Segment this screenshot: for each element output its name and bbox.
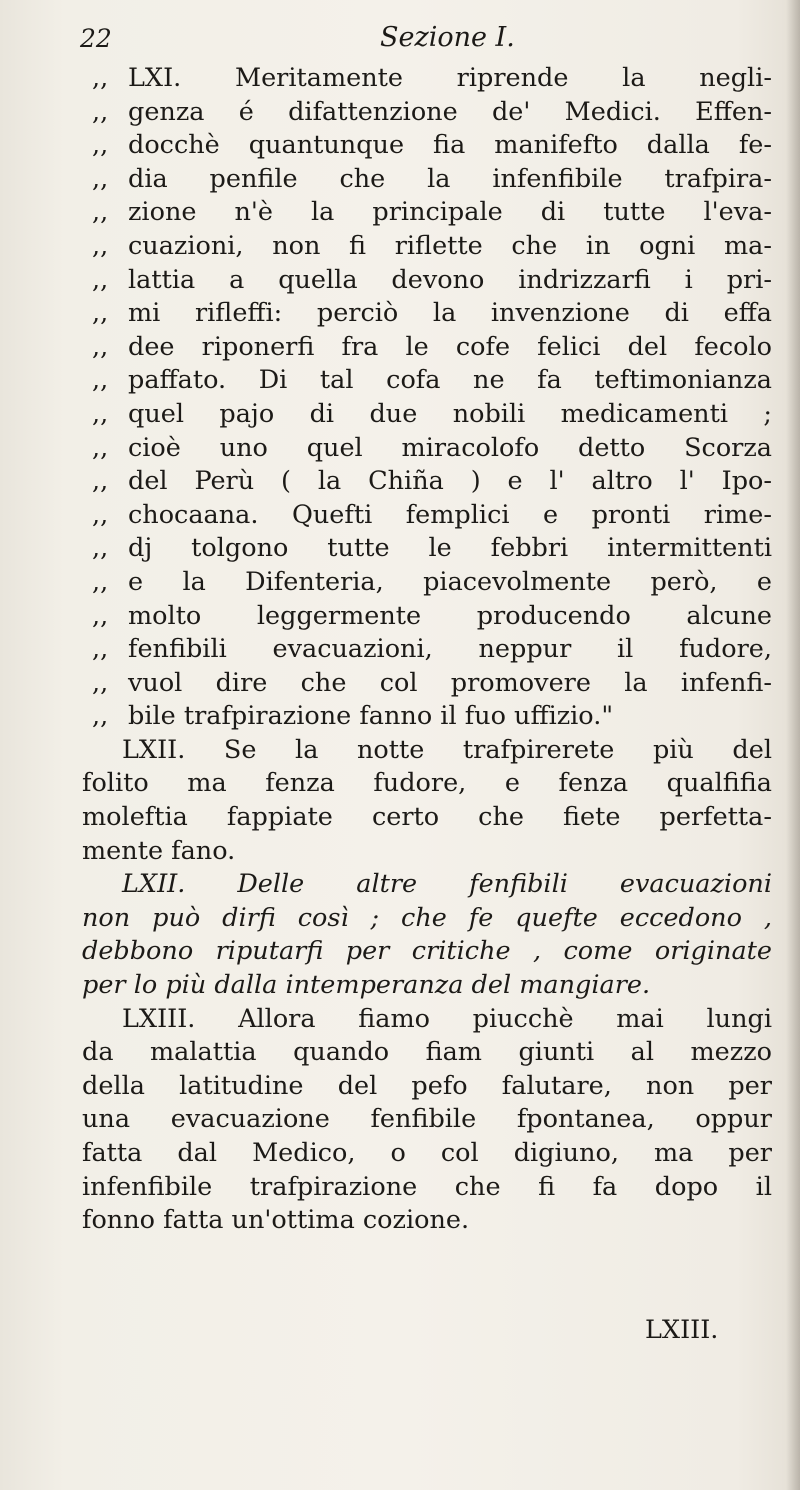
page-edge-shadow [786, 0, 800, 1490]
text-line: infenfibile trafpirazione che fi fa dopo il [82, 1171, 772, 1202]
text-line: della latitudine del pefo falutare, non per [82, 1070, 772, 1101]
text-line: mente fano. [82, 835, 236, 866]
text-line: fonno fatta un'ottima cozione. [82, 1205, 470, 1236]
text-line: fatta dal Medico, o col digiuno, ma per [82, 1138, 772, 1168]
quote-mark: ,, [92, 197, 109, 228]
quote-mark: ,, [92, 566, 109, 597]
text-line: ,, vuol dire che col promovere la infenfi- [82, 667, 772, 701]
text-line: LXII. Se la notte trafpirerete più del [122, 734, 772, 765]
paragraph-lxii [82, 734, 772, 868]
quote-mark: ,, [92, 331, 109, 362]
text-line: ,, lattia a quella devono indrizzarfi i pri- [82, 264, 772, 298]
text-line: ,, e la Difenteria, piacevolmente però, e [82, 566, 772, 600]
paragraph-lxiii [82, 1003, 772, 1238]
text-line: ,, chocaana. Quefti femplici e pronti rime- [82, 499, 772, 533]
text-line: da malattia quando fiam giunti al mezzo [82, 1037, 772, 1068]
running-head [70, 18, 770, 58]
quote-mark: ,, [92, 298, 109, 329]
text-line: non può dirfi così ; che fe quefte eccedono , [82, 902, 772, 933]
quote-mark: ,, [92, 130, 109, 161]
text-line: ,, paffato. Di tal cofa ne fa teftimonianza [82, 364, 772, 398]
text-line: una evacuazione fenfibile fpontanea, oppur [82, 1104, 772, 1135]
quote-mark: ,, [92, 701, 109, 732]
text-line: per lo più dalla intemperanza del mangiare. [82, 970, 651, 1001]
text-line: ,, del Perù ( la Chiña ) e l' altro l' Ipo- [82, 465, 772, 499]
text-line: ,, mi rifleffi: perciò la invenzione di effa [82, 297, 772, 331]
text-line: ,, genza é difattenzione de' Medici. Effen- [82, 96, 772, 130]
text-line: debbono riputarfi per critiche , come originate [82, 936, 772, 967]
text-line: LXIII. Allora fiamo piucchè mai lungi [122, 1003, 772, 1034]
section-title: Sezione I. [380, 22, 515, 53]
quote-mark: ,, [92, 264, 109, 295]
quote-mark: ,, [92, 96, 109, 127]
quote-mark: ,, [92, 63, 109, 93]
text-line: ,, LXI. Meritamente riprende la negli- [82, 62, 772, 96]
text-line: ,, dj tolgono tutte le febbri intermittenti [82, 532, 772, 566]
paragraph-lxii-note [82, 868, 772, 1002]
quote-mark: ,, [92, 634, 109, 665]
catchword: LXIII. [645, 1315, 719, 1345]
quote-mark: ,, [92, 466, 109, 497]
text-line: LXII. Delle altre fenfibili evacuazioni [122, 869, 772, 900]
text-line: ,, docchè quantunque fia manifefto dalla fe- [82, 129, 772, 163]
paragraph-lxi [82, 62, 772, 734]
text-line: ,, dia penfile che la infenfibile trafpira- [82, 163, 772, 197]
text-line: ,, bile trafpirazione fanno il fuo uffizio." [82, 700, 772, 734]
text-block [82, 62, 772, 1238]
text-line: ,, dee riponerfi fra le cofe felici del fecolo [82, 331, 772, 365]
quote-mark: ,, [92, 432, 109, 463]
text-line: ,, molto leggermente producendo alcune [82, 600, 772, 634]
text-line: ,, cuazioni, non fi riflette che in ogni ma- [82, 230, 772, 264]
text-line: ,, cioè uno quel miracolofo detto Scorza [82, 432, 772, 466]
quote-mark: ,, [92, 163, 109, 194]
page-number: 22 [80, 24, 112, 53]
quote-mark: ,, [92, 600, 109, 631]
quote-mark: ,, [92, 533, 109, 564]
quote-mark: ,, [92, 365, 109, 396]
text-line: ,, fenfibili evacuazioni, neppur il fudore, [82, 633, 772, 667]
text-line: ,, zione n'è la principale di tutte l'eva- [82, 196, 772, 230]
quote-mark: ,, [92, 499, 109, 530]
text-line: ,, quel pajo di due nobili medicamenti ; [82, 398, 772, 432]
text-line: moleftia fappiate certo che fiete perfetta- [82, 802, 772, 833]
text-line: folito ma fenza fudore, e fenza qualfifia [82, 768, 772, 799]
quote-mark: ,, [92, 667, 109, 698]
quote-mark: ,, [92, 398, 109, 429]
quote-mark: ,, [92, 230, 109, 261]
